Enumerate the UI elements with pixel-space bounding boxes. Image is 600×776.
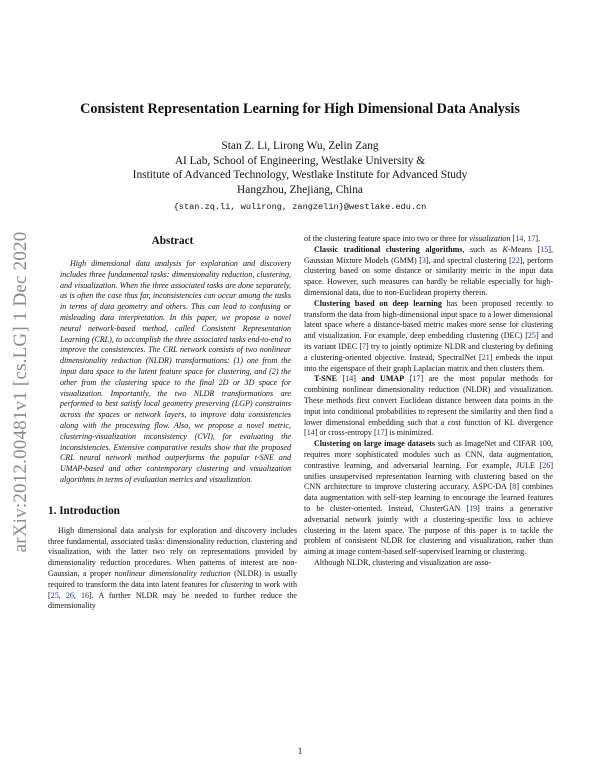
citation-link[interactable]: 14: [515, 234, 524, 243]
closing-paragraph: Although NLDR, clustering and visualization are asso-: [314, 557, 492, 567]
citation-link[interactable]: 8: [512, 482, 517, 492]
citation-link[interactable]: 14: [306, 428, 315, 438]
citation-link[interactable]: 21: [481, 352, 490, 362]
citation-link[interactable]: 17: [412, 374, 421, 384]
citation-link[interactable]: 7: [362, 341, 367, 351]
citation-link[interactable]: 3: [421, 255, 426, 265]
author-names: Stan Z. Li, Lirong Wu, Zelin Zang: [221, 140, 379, 152]
author-block: [40, 139, 560, 215]
large-dataset-paragraph: Clustering on large image datasets such as ImageNet and CIFAR 100, requires more sophisticated modules such as CNN, data augmentation, contrastive learning, and adversarial learning. For example, JULE [26] unifies unsupervised representation learning with clustering based on the CNN architecture to improve clustering accuracy. ASPC-DA [8] combines data augmentation with self-step learning to encourage the learned features to be cluster-oriented. Instead, ClusterGAN [19] trains a generative adversarial network jointly with a clustering-specific loss to achieve clustering in the latent space. The purpose of this paper is to tackle the problem of consistent NLDR for clustering and visualization, rather than aiming at image content-based self-supervised learning or clustering.: [304, 439, 554, 557]
intro-paragraph: High dimensional data analysis for exploration and discovery includes three fundamental, associated tasks: dimensionality reduction, clustering and visualization, with the latter two rely on representations provided by dimensionality reduction procedures. When patterns of interest are non-Gaussian, a proper nonlinear dimensionality reduction (NLDR) is usually required to transform the data into latent features for clustering to work with [25, 26, 16]. A further NLDR may be needed to further reduce the dimensionality: [48, 525, 297, 611]
abstract-heading: Abstract: [151, 235, 194, 247]
tsne-umap-paragraph: T-SNE [14] and UMAP [17] are the most popular methods for combining nonlinear dimensionality reduction (NLDR) and visualization. These methods first convert Euclidean distance between data points in the input into conditional probabilities to represent the similarity and then find a lower dimensional embedding such that a cost function of KL divergence [14] or cross-entropy [17] is minimized.: [304, 374, 553, 438]
intro-continuation: of the clustering feature space into two or three for visualization [14, 17].: [304, 234, 541, 243]
author-email: {stan.zq.li, wulirong, zangzelin}@westlake.edu.cn: [173, 202, 427, 213]
affiliation-line-2: Institute of Advanced Technology, Westlake Institute for Advanced Study: [132, 169, 468, 182]
paper-title: Consistent Representation Learning for High Dimensional Data Analysis: [80, 101, 520, 117]
classic-clustering-paragraph: Classic traditional clustering algorithms, such as K-Means [15], Gaussian Mixture Models (GMM) [3], and spectral clustering [22], perform clustering based on some distance or similarity metric in the input data space. However, such measures can hardly be reliable especially for high-dimensional data, due to non-Euclidean property therein.: [304, 244, 553, 297]
arxiv-stamp: [8, 206, 34, 578]
affiliation-location: Hangzhou, Zhejiang, China: [237, 183, 363, 196]
citation-link[interactable]: 15: [540, 244, 549, 254]
citation-link[interactable]: 14: [345, 374, 354, 384]
intro-heading: 1. Introduction: [48, 504, 120, 517]
citation-link[interactable]: 22: [511, 255, 520, 265]
citation-link[interactable]: 17: [376, 428, 385, 438]
citation-link[interactable]: 25: [527, 331, 536, 341]
page-number: 1: [297, 746, 303, 756]
citation-link[interactable]: 26: [542, 460, 551, 470]
abstract-text: High dimensional data analysis for exploration and discovery includes three fundamental tasks: dimensionality reduction, clustering, and visualization. When the three associated tasks are done separately, as is often the case thus far, inconsistencies can occur among the tasks in terms of data geometry and others. This can lead to confusing or misleading data interpretation. In this paper, we propose a novel neural network-based method, called Consistent Representation Learning (CRL), to accomplish the three associated tasks end-to-end to improve the consistencies. The CRL network consists of two nonlinear dimensionality reduction (NLDR) transformations: (1) one from the input data space to the latent feature space for clustering, and (2) the other from the clustering space to the final 2D or 3D space for visualization. Importantly, the two NLDR transformations are performed to best satisfy local geometry preserving (LGP) constraints across the spaces or network layers, to improve data consistencies along with the processing flow. Also, we propose a novel metric, clustering-visualization inconsistency (CVI), for evaluating the inconsistencies. Extensive comparative results show that the proposed CRL neural network method outperforms the popular t-SNE and UMAP-based and other contemporary clustering and visualization algorithms in terms of evaluation metrics and visualization.: [60, 259, 291, 484]
citation-link[interactable]: 19: [469, 503, 478, 513]
arxiv-stamp-text: arXiv:2012.00481v1 [cs.LG] 1 Dec 2020: [10, 231, 31, 553]
deep-clustering-paragraph: Clustering based on deep learning has been proposed recently to transform the data from high-dimensional input space to a lower dimensional latent space where a distance-based metric makes more sense for clustering and visualization. For example, deep embedding clustering (DEC) [25] and its variant IDEC [7] try to jointly optimize NLDR and clustering by defining a clustering-oriented objective. Instead, SpectralNet [21] embeds the input into the eigenspace of their graph Laplacian matrix and then clusters them.: [304, 298, 553, 373]
right-column: [304, 234, 553, 569]
citation-link[interactable]: 16: [81, 590, 90, 600]
citation-link[interactable]: 17: [527, 234, 536, 243]
affiliation-line-1: AI Lab, School of Engineering, Westlake University &: [174, 154, 426, 167]
citation-link[interactable]: 26: [65, 590, 74, 600]
left-column: [48, 235, 297, 612]
citation-link[interactable]: 25: [50, 590, 59, 600]
